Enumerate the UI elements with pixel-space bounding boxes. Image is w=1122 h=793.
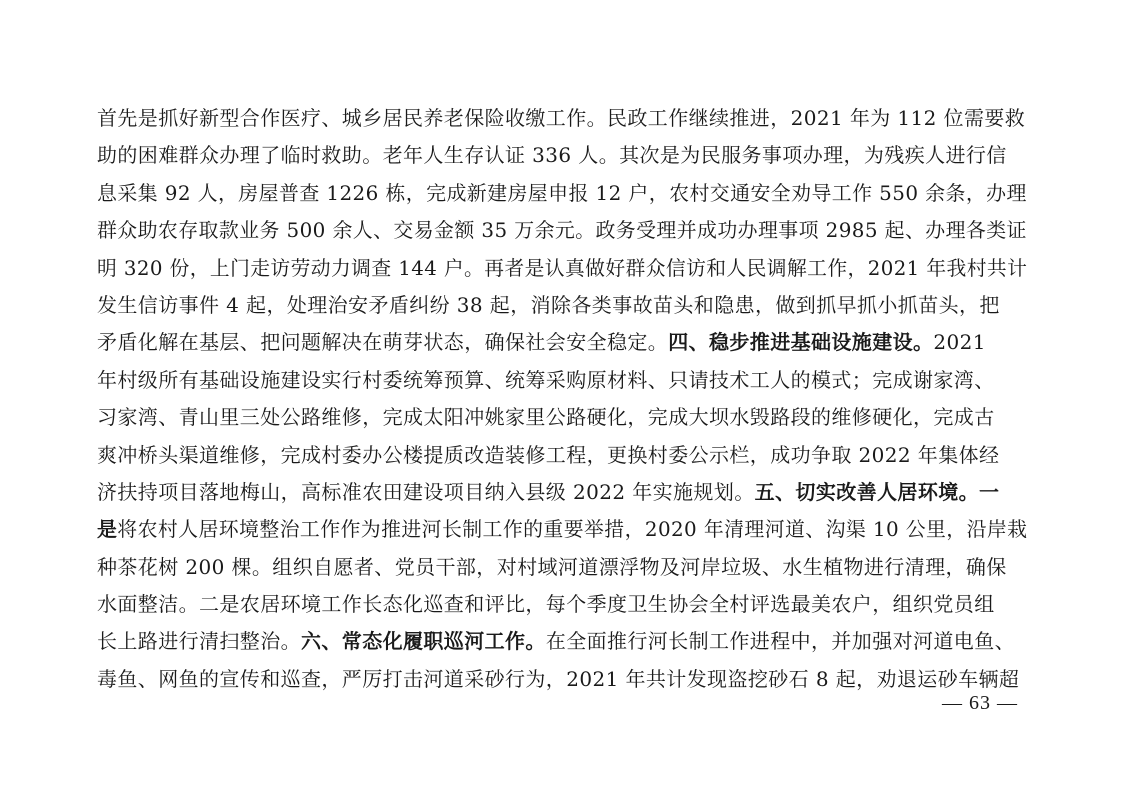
text-line	[97, 324, 1027, 361]
body-paragraph	[97, 100, 1027, 698]
body-text-segment: 水面整洁。二是农居环境工作长态化巡查和评比，每个季度卫生协会全村评选最美农户，组织党员组	[97, 592, 995, 617]
section-heading-text: 五、切实改善人居环境。一	[754, 479, 1000, 504]
text-line	[97, 549, 1027, 586]
text-line	[97, 623, 1027, 660]
body-text-segment: 群众助农存取款业务 500 余人、交易金额 35 万余元。政务受理并成功办理事项 2985 起、办理各类证	[97, 218, 1027, 243]
body-text-segment: 习家湾、青山里三处公路维修，完成太阳冲姚家里公路硬化，完成大坝水毁路段的维修硬化，完成古	[97, 405, 995, 430]
section-heading-text: 六、常态化履职巡河工作。	[301, 629, 546, 654]
page-number: — 63 —	[942, 692, 1018, 714]
text-line	[97, 362, 1027, 399]
body-text-segment: 种茶花树 200 棵。组织自愿者、党员干部，对村域河道漂浮物及河岸垃圾、水生植物进行清理，确保	[97, 554, 1007, 579]
text-line	[97, 586, 1027, 623]
text-line	[97, 437, 1027, 474]
section-heading-text: 是	[97, 517, 118, 542]
text-line	[97, 474, 1027, 511]
body-text-segment: 长上路进行清扫整治。	[97, 629, 301, 654]
text-line	[97, 212, 1027, 249]
text-line	[97, 175, 1027, 212]
body-text-segment: 将农村人居环境整治工作作为推进河长制工作的重要举措，2020 年清理河道、沟渠 10 公里，沿岸栽	[117, 517, 1028, 542]
text-line	[97, 661, 1027, 698]
section-heading-text: 四、稳步推进基础设施建设。	[668, 330, 934, 355]
body-text-segment: 发生信访事件 4 起，处理治安矛盾纠纷 38 起，消除各类事故苗头和隐患，做到抓早抓小抓苗头，把	[97, 292, 1000, 317]
body-text-segment: 年村级所有基础设施建设实行村委统筹预算、统筹采购原材料、只请技术工人的模式；完成谢家湾、	[97, 367, 995, 392]
body-text-segment: 矛盾化解在基层、把问题解决在萌芽状态，确保社会安全稳定。	[97, 330, 669, 355]
body-text-segment: 首先是抓好新型合作医疗、城乡居民养老保险收缴工作。民政工作继续推进，2021 年为 112 位需要救	[97, 106, 1026, 130]
text-line	[97, 137, 1027, 174]
body-text-segment: 2021	[933, 330, 986, 355]
body-text-segment: 息采集 92 人，房屋普查 1226 栋，完成新建房屋申报 12 户，农村交通安全劝导工作 550 余条，办理	[97, 180, 1027, 205]
text-line	[97, 100, 1027, 137]
text-line	[97, 511, 1028, 548]
text-line	[97, 287, 1027, 324]
text-line	[97, 399, 1027, 436]
body-text-segment: 爽冲桥头渠道维修，完成村委办公楼提质改造装修工程，更换村委公示栏，成功争取 2022 年集体经	[97, 442, 1000, 467]
body-text-segment: 在全面推行河长制工作进程中，并加强对河道电鱼、	[545, 629, 1016, 654]
body-text-segment: 助的困难群众办理了临时救助。老年人生存认证 336 人。其次是为民服务事项办理，为残疾人进行信	[97, 143, 1007, 168]
text-line	[97, 250, 1028, 287]
body-text-segment: 济扶持项目落地梅山，高标准农田建设项目纳入县级 2022 年实施规划。	[97, 479, 755, 504]
body-text-segment: 毒鱼、网鱼的宣传和巡查，严厉打击河道采砂行为，2021 年共计发现盗挖砂石 8 起，劝退运砂车辆超	[97, 666, 1020, 691]
body-text-segment: 明 320 份，上门走访劳动力调查 144 户。再者是认真做好群众信访和人民调解工作，2021 年我村共计	[97, 255, 1028, 280]
